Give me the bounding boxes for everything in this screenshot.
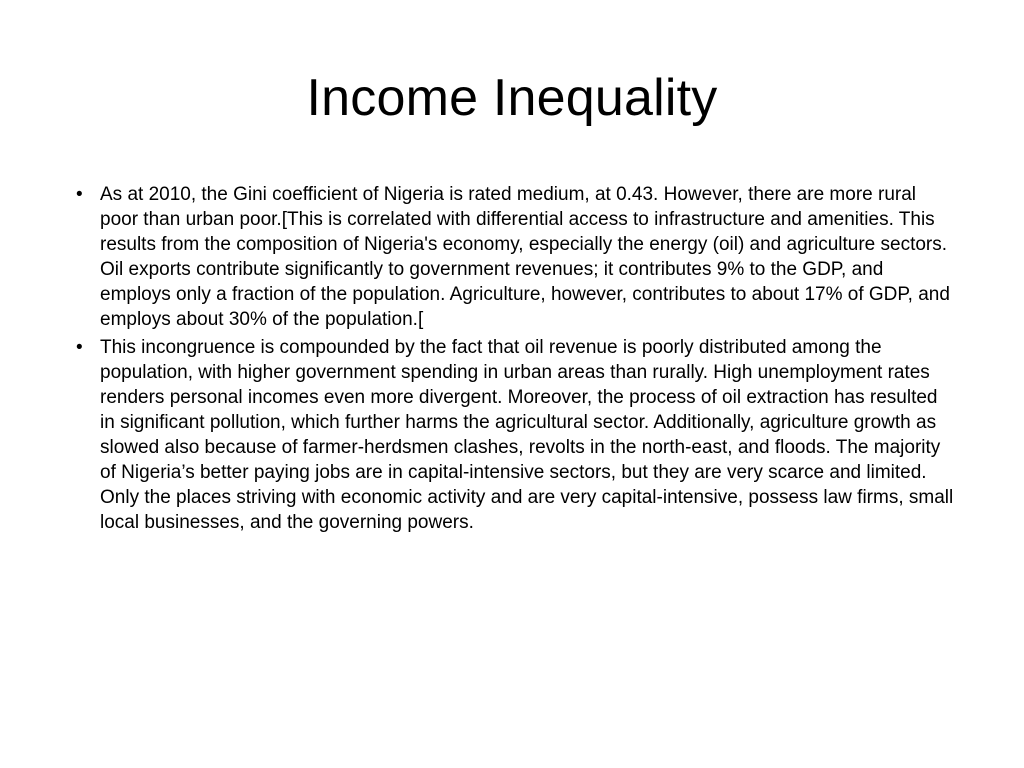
bullet-text: As at 2010, the Gini coefficient of Nigeria is rated medium, at 0.43. However, there are more rural poor than urban poor.[This is correlated with differential access to infrastructure and amenities. This results from the composition of Nigeria's economy, especially the energy (oil) and agriculture sectors. Oil exports contribute significantly to government revenues; it contributes 9% to the GDP, and employs only a fraction of the population. Agriculture, however, contributes to about 17% of GDP, and employs about 30% of the population.[ xyxy=(100,184,950,330)
bullet-list xyxy=(76,182,956,538)
bullet-icon: • xyxy=(76,184,83,205)
bullet-item xyxy=(76,335,956,535)
slide-title: Income Inequality xyxy=(306,69,718,127)
bullet-icon: • xyxy=(76,337,83,358)
bullet-item xyxy=(76,182,956,332)
bullet-text: This incongruence is compounded by the fact that oil revenue is poorly distributed among the population, with higher government spending in urban areas than rurally. High unemployment rates renders personal incomes even more divergent. Moreover, the process of oil extraction has resulted in significant pollution, which further harms the agricultural sector. Additionally, agriculture growth as slowed also because of farmer-herdsmen clashes, revolts in the north-east, and floods. The majority of Nigeria’s better paying jobs are in capital-intensive sectors, but they are very scarce and limited. Only the places striving with economic activity and are very capital-intensive, possess law firms, small local businesses, and the governing powers. xyxy=(100,337,954,533)
